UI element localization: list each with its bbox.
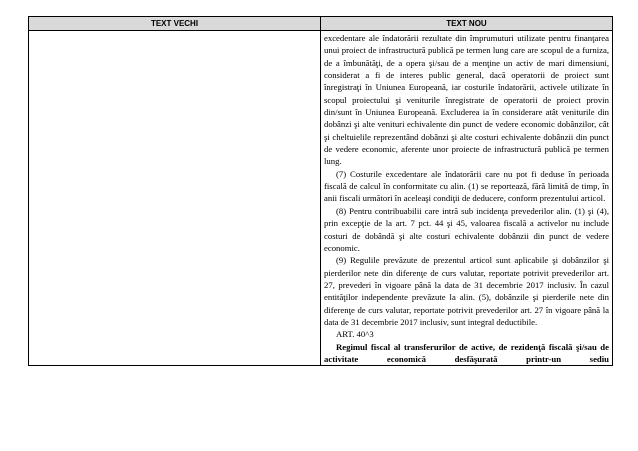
new-text-cell [321,31,613,366]
new-text-body [321,31,612,365]
article-title: Regimul fiscal al transferurilor de active, de rezidenţă fiscală şi/sau de activitate economică desfăşurată printr-un sediu [324,341,609,364]
paragraph-continuation: excedentare ale îndatorării rezultate din împrumuturi utilizate pentru finanţarea unui proiect de infrastructură publică pe termen lung care are scopul de a furniza, de a îmbunătăţi, de a opera şi/sau de a menţine un activ de mari dimensiuni, considerat a fi de interes public general, dacă operatorii de proiect sunt înregistraţi în Uniunea Europeană, iar costurile îndatorării, activele utilizate în scopul proiectului şi veniturile înregistrate de operatorii de proiect provin din/sunt în Uniunea Europeană. Excluderea ia în considerare atât veniturile din dobânzi şi alte venituri echivalente din punct de vedere economic dobânzilor, cât şi cheltuielile reprezentând dobânzi şi alte costuri echivalente dobânzii din punct de vedere economic, aferente unor proiecte de infrastructură publică pe termen lung. [324,33,609,167]
comparison-table [28,16,613,366]
table-row [29,31,613,366]
table-header-row [29,17,613,31]
paragraph-8: (8) Pentru contribuabilii care intră sub incidenţa prevederilor alin. (1) şi (4), prin excepţie de la art. 7 pct. 44 şi 45, valoarea fiscală a activelor nu include costuri de dobândă şi alte costuri echivalente dobânzii din punct de vedere economic. [324,205,609,253]
article-number: ART. 40^3 [336,329,374,340]
header-old-text: TEXT VECHI [29,17,321,31]
paragraph-9: (9) Regulile prevăzute de prezentul articol sunt aplicabile şi dobânzilor şi pierderilor nete din diferenţe de curs valutar, reportate potrivit prevederilor art. 27, prevederi în vigoare până la data de 31 decembrie 2017 inclusiv. În cazul entităţilor independente prevăzute la alin. (5), dobânzile şi pierderile nete din diferenţe de curs valutar, reportate potrivit prevederilor art. 27 în vigoare până la data de 31 decembrie 2017 inclusiv, sunt integral deductibile. [324,255,609,327]
old-text-cell [29,31,321,366]
paragraph-7: (7) Costurile excedentare ale îndatorării care nu pot fi deduse în perioada fiscală de calcul în conformitate cu alin. (1) se reportează, fără limită de timp, în anii fiscali următori în aceleaşi condiţii de deducere, conform prezentului articol. [324,168,609,204]
header-new-text: TEXT NOU [321,17,613,31]
